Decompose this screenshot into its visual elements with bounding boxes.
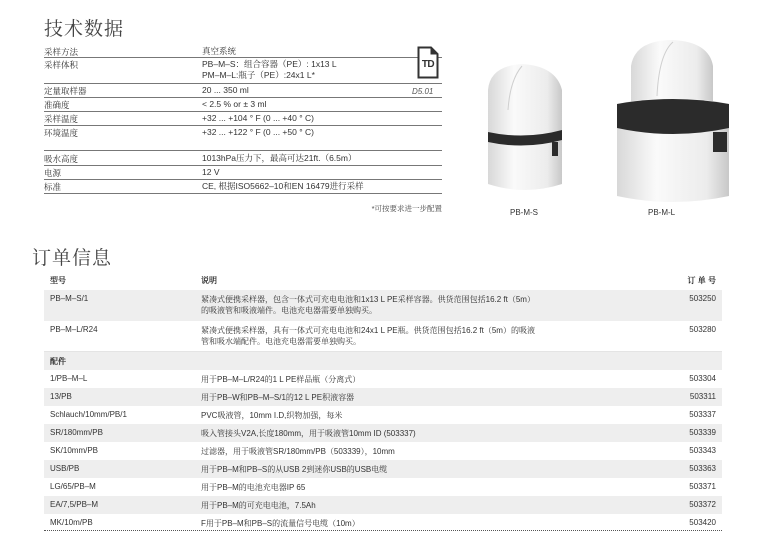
row-order-no: 503250 bbox=[689, 294, 716, 303]
row-order-no: 503420 bbox=[689, 518, 716, 527]
header-description: 说明 bbox=[201, 275, 217, 285]
table-bottom-dotted-rule bbox=[44, 530, 722, 531]
row-description: 用于PB–M的可充电电池，7.5Ah bbox=[201, 501, 316, 510]
product-label: PB-M-S bbox=[510, 208, 538, 217]
row-order-no: 503311 bbox=[689, 392, 716, 401]
accessories-label: 配件 bbox=[50, 357, 66, 366]
header-model: 型号 bbox=[50, 275, 66, 285]
row-description: 用于PB–M的电池充电器IP 65 bbox=[201, 483, 306, 492]
footnote: *可按要求进一步配置 bbox=[371, 204, 442, 213]
spec-value-line2: PM–M–L:瓶子（PE）:24x1 L* bbox=[202, 69, 315, 80]
spec-row-accuracy bbox=[44, 98, 442, 112]
spec-key: 标准 bbox=[44, 182, 62, 192]
product-image-pb-m-s bbox=[482, 60, 568, 196]
document-td-label: TD bbox=[421, 59, 435, 70]
spec-value: < 2.5 % or ± 3 ml bbox=[202, 99, 267, 109]
header-order-no: 订 单 号 bbox=[687, 275, 716, 285]
order-table-header bbox=[44, 270, 722, 290]
table-row bbox=[44, 478, 722, 496]
row-order-no: 503343 bbox=[689, 446, 716, 455]
tech-data-title: 技术数据 bbox=[44, 19, 125, 40]
spec-value: +32 ... +122 ° F (0 ... +50 ° C) bbox=[202, 127, 314, 137]
spec-divider bbox=[44, 150, 442, 151]
row-model: EA/7,5/PB–M bbox=[50, 500, 99, 509]
row-model: 1/PB–M–L bbox=[50, 374, 88, 383]
spec-value: 12 V bbox=[202, 167, 220, 177]
document-td-icon bbox=[417, 46, 439, 79]
row-description-line2: 的吸液管和吸液端件。电池充电器需要单独购买。 bbox=[201, 306, 377, 315]
row-order-no: 503371 bbox=[689, 482, 716, 491]
row-model: USB/PB bbox=[50, 464, 80, 473]
spec-key: 环境温度 bbox=[44, 128, 79, 138]
spec-value: CE, 根据ISO5662–10和EN 16479进行采样 bbox=[202, 181, 364, 191]
spec-row-sample-temp bbox=[44, 112, 442, 126]
order-info-title: 订单信息 bbox=[32, 248, 113, 269]
spec-value bbox=[202, 58, 442, 83]
row-description: 用于PB–M和PB–S的从USB 2到迷你USB的USB电缆 bbox=[201, 465, 388, 474]
row-model: Schlauch/10mm/PB/1 bbox=[50, 410, 127, 419]
spec-key: 吸水高度 bbox=[44, 154, 79, 164]
row-order-no: 503372 bbox=[689, 500, 716, 509]
spec-key: 采样体积 bbox=[44, 60, 79, 70]
spec-value: 1013hPa压力下，最高可达21ft.（6.5m） bbox=[202, 153, 357, 163]
table-row bbox=[44, 321, 722, 352]
row-description: 用于PB–W和PB–M–S/1的12 L PE积液容器 bbox=[201, 393, 355, 402]
table-row bbox=[44, 442, 722, 460]
document-code: D5.01 bbox=[412, 87, 434, 96]
table-row bbox=[44, 496, 722, 514]
spec-value: +32 ... +104 ° F (0 ... +40 ° C) bbox=[202, 113, 314, 123]
table-row bbox=[44, 370, 722, 388]
row-model: SR/180mm/PB bbox=[50, 428, 103, 437]
accessories-section-header bbox=[44, 352, 722, 370]
row-description-line1: 紧凑式便携采样器，包含一体式可充电电池和1x13 L PE采样容器。供货范围包括16.2 ft（5m） bbox=[201, 295, 535, 304]
spec-row-suction-height bbox=[44, 152, 442, 166]
row-description-line1: 紧凑式便携采样器，具有一体式可充电电池和24x1 L PE瓶。供货范围包括16.2 ft（5m）的吸液 bbox=[201, 326, 535, 335]
row-order-no: 503337 bbox=[689, 410, 716, 419]
row-model: SK/10mm/PB bbox=[50, 446, 99, 455]
product-label: PB-M-L bbox=[648, 208, 676, 217]
spec-row-sampling-method bbox=[44, 45, 442, 58]
row-description: F用于PB–M和PB–S的流量信号电缆（10m） bbox=[201, 519, 360, 528]
spec-row-sampling-volume bbox=[44, 58, 442, 84]
row-description-line2: 管和吸水端配件。电池充电器需要单独购买。 bbox=[201, 337, 361, 346]
spec-row-ambient-temp bbox=[44, 126, 442, 139]
row-model: LG/65/PB–M bbox=[50, 482, 96, 491]
spec-value-line1: PB–M–S：组合容器（PE）: 1x13 L bbox=[202, 59, 337, 69]
table-row bbox=[44, 424, 722, 442]
row-order-no: 503280 bbox=[689, 325, 716, 334]
order-table bbox=[44, 270, 722, 532]
product-image-pb-m-l bbox=[613, 36, 733, 204]
table-row bbox=[44, 460, 722, 478]
spec-key: 电源 bbox=[44, 168, 62, 178]
table-row bbox=[44, 290, 722, 321]
row-description: 用于PB–M–L/R24的1 L PE样品瓶（分离式） bbox=[201, 375, 361, 384]
table-row bbox=[44, 406, 722, 424]
row-model: PB–M–L/R24 bbox=[50, 325, 98, 334]
row-model: PB–M–S/1 bbox=[50, 294, 89, 303]
row-model: 13/PB bbox=[50, 392, 72, 401]
spec-key: 准确度 bbox=[44, 100, 70, 110]
row-description bbox=[201, 325, 666, 347]
row-description: 吸入管接头V2A,长度180mm，用于吸液管10mm ID (503337) bbox=[201, 429, 416, 438]
spec-key: 采样温度 bbox=[44, 114, 79, 124]
row-description bbox=[201, 294, 666, 316]
row-model: MK/10m/PB bbox=[50, 518, 93, 527]
table-row bbox=[44, 388, 722, 406]
spec-row-standard bbox=[44, 180, 442, 194]
row-order-no: 503304 bbox=[689, 374, 716, 383]
spec-value: 20 ... 350 ml bbox=[202, 85, 249, 95]
spec-key: 定量取样器 bbox=[44, 86, 87, 96]
row-order-no: 503339 bbox=[689, 428, 716, 437]
spec-value: 真空系统 bbox=[202, 46, 237, 56]
spec-row-dosing bbox=[44, 84, 442, 98]
spec-row-power bbox=[44, 166, 442, 180]
row-description: 过滤器，用于吸液管SR/180mm/PB（503339），10mm bbox=[201, 447, 395, 456]
spec-key: 采样方法 bbox=[44, 47, 79, 57]
row-description: PVC吸液管，10mm I.D,织物加强，每米 bbox=[201, 411, 343, 420]
row-order-no: 503363 bbox=[689, 464, 716, 473]
